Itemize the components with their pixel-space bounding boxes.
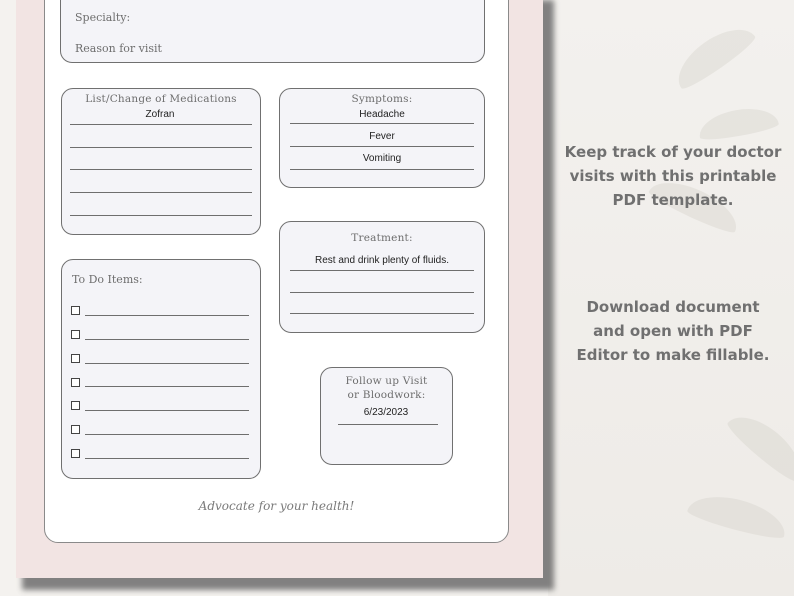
todo-checkbox[interactable] <box>71 306 80 315</box>
todo-line <box>85 339 249 340</box>
todo-line <box>85 410 249 411</box>
symptom-line <box>290 123 474 124</box>
symptoms-title: Symptoms: <box>351 93 413 105</box>
todo-line <box>85 434 249 435</box>
promo-text-1 <box>560 140 786 212</box>
leaf-shadow-decoration <box>724 405 794 486</box>
medication-line <box>70 147 252 148</box>
treatment-entry[interactable]: Rest and drink plenty of fluids. <box>315 255 449 266</box>
symptom-entry[interactable]: Headache <box>359 109 405 120</box>
medications-title: List/Change of Medications <box>85 93 237 105</box>
reason-label: Reason for visit <box>75 42 162 55</box>
leaf-shadow-decoration <box>696 103 779 142</box>
treatment-box <box>279 221 485 333</box>
todo-line <box>85 386 249 387</box>
followup-box <box>320 367 453 465</box>
medication-line <box>70 192 252 193</box>
symptom-line <box>290 169 474 170</box>
todo-checkbox[interactable] <box>71 330 80 339</box>
todo-box <box>61 259 261 479</box>
followup-title-line1: Follow up Visit <box>345 375 428 387</box>
todo-line <box>85 315 249 316</box>
followup-title-line2: or Bloodwork: <box>347 389 426 401</box>
symptom-entry[interactable]: Vomiting <box>362 153 402 164</box>
todo-checkbox[interactable] <box>71 378 80 387</box>
symptoms-box <box>279 88 485 188</box>
treatment-line <box>290 292 474 293</box>
medication-line <box>70 215 252 216</box>
followup-date[interactable]: 6/23/2023 <box>363 407 409 418</box>
medications-box <box>61 88 261 235</box>
promo-line: visits with this printable <box>569 167 777 185</box>
todo-checkbox[interactable] <box>71 401 80 410</box>
tagline: Advocate for your health! <box>198 499 355 513</box>
todo-line <box>85 363 249 364</box>
followup-line <box>338 424 438 425</box>
symptom-entry[interactable]: Fever <box>369 131 395 142</box>
treatment-line <box>290 270 474 271</box>
specialty-label: Specialty: <box>75 11 131 24</box>
medication-entry[interactable]: Zofran <box>145 109 175 120</box>
promo-line: Keep track of your doctor <box>564 143 782 161</box>
medication-line <box>70 169 252 170</box>
promo-text-2 <box>560 295 786 367</box>
promo-line: Download document <box>586 298 760 316</box>
leaf-shadow-decoration <box>686 488 790 543</box>
todo-line <box>85 458 249 459</box>
promo-line: and open with PDF <box>593 322 753 340</box>
treatment-line <box>290 313 474 314</box>
symptom-line <box>290 146 474 147</box>
promo-line: PDF template. <box>612 191 734 209</box>
leaf-shadow-decoration <box>668 17 759 93</box>
medication-line <box>70 124 252 125</box>
visit-info-box <box>60 0 485 63</box>
treatment-title: Treatment: <box>351 232 413 244</box>
todo-checkbox[interactable] <box>71 354 80 363</box>
todo-title: To Do Items: <box>72 273 143 286</box>
promo-line: Editor to make fillable. <box>576 346 770 364</box>
todo-checkbox[interactable] <box>71 449 80 458</box>
todo-checkbox[interactable] <box>71 425 80 434</box>
